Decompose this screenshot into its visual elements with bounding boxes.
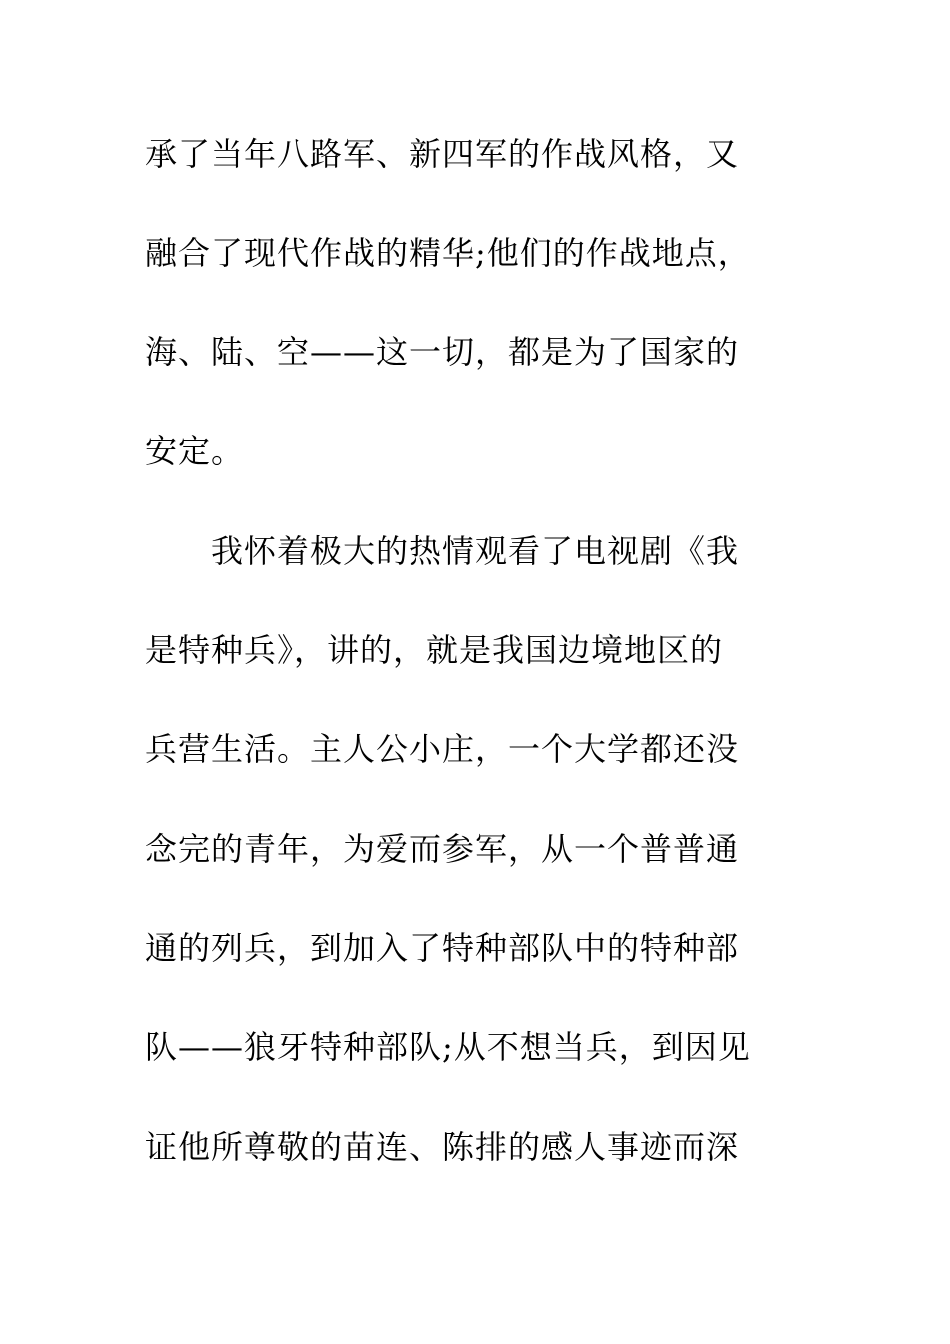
text-line-6: 是特种兵》，讲的，就是我国边境地区的 xyxy=(145,631,724,669)
text-line-5: 我怀着极大的热情观看了电视剧《我 xyxy=(145,532,740,570)
text-line-7: 兵营生活。主人公小庄，一个大学都还没 xyxy=(145,730,740,768)
text-line-9: 通的列兵，到加入了特种部队中的特种部 xyxy=(145,929,740,967)
text-line-10: 队——狼牙特种部队;从不想当兵，到因见 xyxy=(145,1028,751,1066)
text-line-2: 融合了现代作战的精华;他们的作战地点， xyxy=(145,234,751,272)
text-line-1: 承了当年八路军、新四军的作战风格，又 xyxy=(145,135,740,173)
text-line-11: 证他所尊敬的苗连、陈排的感人事迹而深 xyxy=(145,1128,740,1166)
text-line-4: 安定。 xyxy=(145,432,245,470)
text-line-8: 念完的青年，为爱而参军，从一个普普通 xyxy=(145,830,740,868)
text-line-3: 海、陆、空——这一切，都是为了国家的 xyxy=(145,333,740,371)
